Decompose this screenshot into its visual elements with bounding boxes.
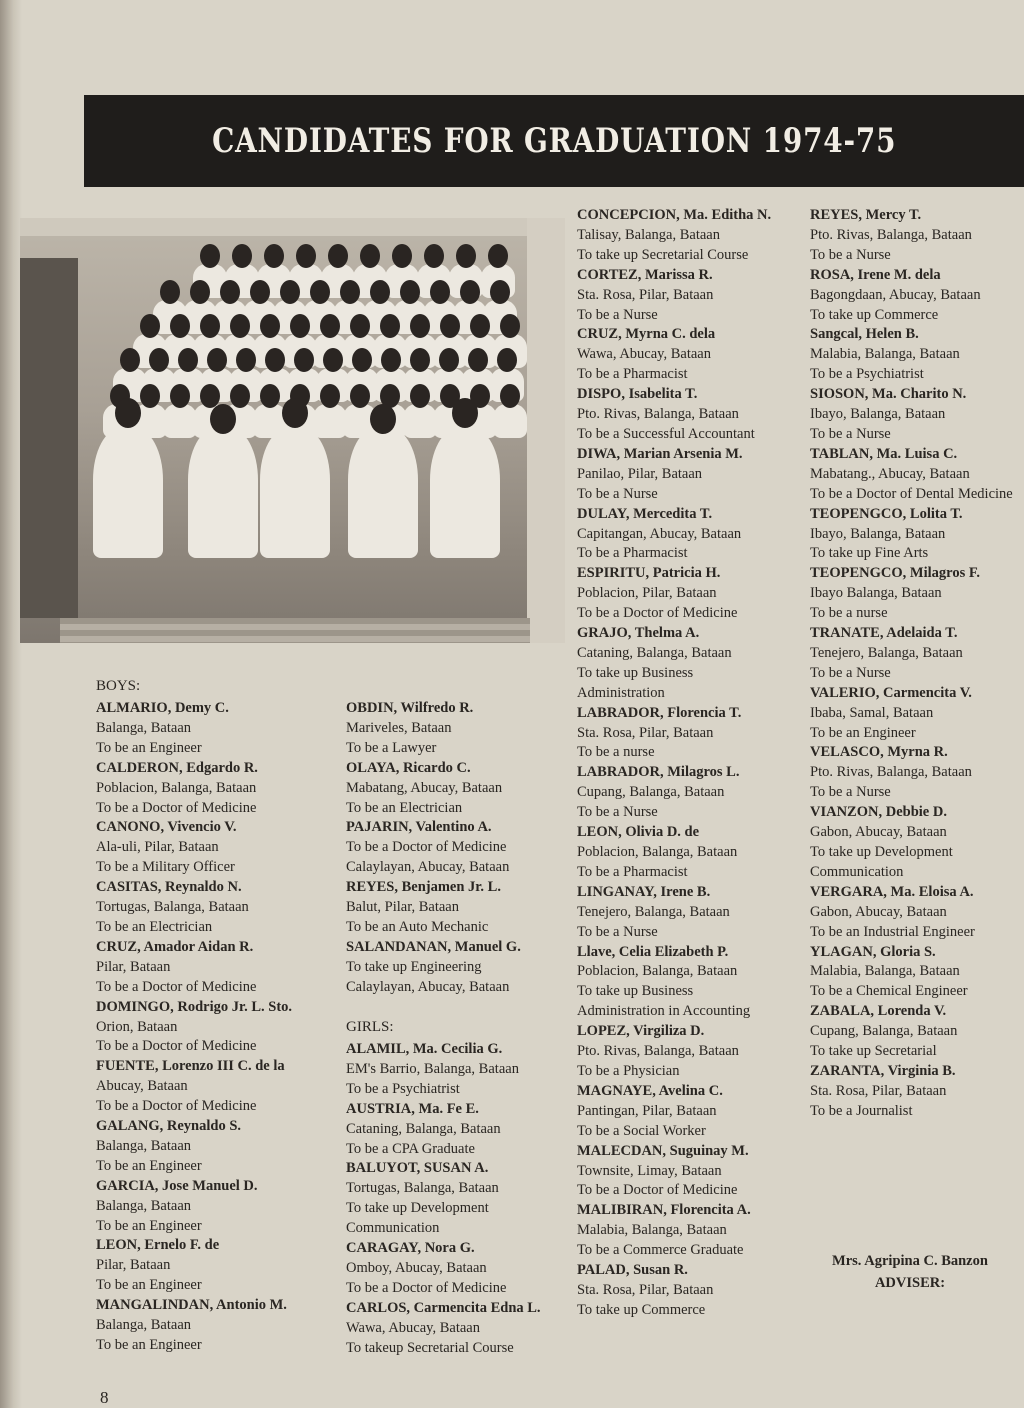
graduate-name: MAGNAYE, Avelina C.: [577, 1082, 723, 1099]
graduate-goal: To be a Nurse: [810, 784, 891, 801]
graduate-name: SALANDANAN, Manuel G.: [346, 938, 521, 955]
graduate-name: TEOPENGCO, Milagros F.: [810, 565, 980, 582]
graduate-address: Cupang, Balanga, Bataan: [810, 1023, 958, 1040]
graduate-entry: [810, 883, 1013, 943]
graduate-goal: To be a Social Worker: [577, 1122, 706, 1139]
graduate-goal: To be a Pharmacist: [577, 863, 688, 880]
graduate-entry: [577, 1142, 771, 1202]
graduate-entry: [810, 684, 1013, 744]
graduate-address: Pto. Rivas, Balanga, Bataan: [810, 764, 972, 781]
graduate-entry: [577, 763, 771, 823]
graduate-entry: [346, 1239, 541, 1299]
graduate-entry: [346, 1040, 541, 1100]
graduate-address: Talisay, Balanga, Bataan: [577, 226, 720, 243]
adviser-block: [820, 1250, 1000, 1294]
graduate-name: FUENTE, Lorenzo III C. de la: [96, 1058, 285, 1075]
page-title: CANDIDATES FOR GRADUATION 1974-75: [211, 121, 897, 161]
graduate-name: DIWA, Marian Arsenia M.: [577, 445, 743, 462]
graduate-name: GARCIA, Jose Manuel D.: [96, 1177, 258, 1194]
graduate-name: MALECDAN, Suguinay M.: [577, 1142, 749, 1159]
girls-column-2: [346, 1040, 541, 1359]
graduate-name: CARAGAY, Nora G.: [346, 1240, 475, 1257]
graduate-address: Mabatang, Abucay, Bataan: [346, 779, 503, 796]
graduate-goal: To be a Successful Accountant: [577, 425, 755, 442]
graduate-name: LOPEZ, Virgiliza D.: [577, 1023, 705, 1040]
graduate-name: ZARANTA, Virginia B.: [810, 1062, 956, 1079]
graduate-entry: [577, 624, 771, 704]
graduate-address: EM's Barrio, Balanga, Bataan: [346, 1060, 519, 1077]
graduate-address: Malabia, Balanga, Bataan: [810, 963, 960, 980]
graduate-address: Tenejero, Balanga, Bataan: [810, 644, 963, 661]
graduate-goal: To take up Business: [577, 983, 694, 1000]
graduate-goal: To be a Psychiatrist: [810, 366, 924, 383]
graduate-goal: To be a Doctor of Dental Medicine: [810, 485, 1013, 502]
graduate-entry: [810, 1002, 1013, 1062]
graduate-entry: [96, 1296, 292, 1356]
graduate-entry: [346, 1100, 541, 1160]
graduate-entry: [96, 938, 292, 998]
graduate-goal: To be a Nurse: [577, 485, 658, 502]
graduate-goal: To be a Psychiatrist: [346, 1080, 460, 1097]
graduate-goal: To be an Electrician: [96, 918, 213, 935]
graduate-address: Bagongdaan, Abucay, Bataan: [810, 286, 981, 303]
graduate-name: DOMINGO, Rodrigo Jr. L. Sto.: [96, 998, 293, 1015]
graduate-address: To take up Engineering: [346, 958, 482, 975]
graduate-entry: [96, 998, 292, 1058]
graduate-goal: To be a Doctor of Medicine: [96, 978, 257, 995]
girls-column-3: [577, 206, 771, 1321]
graduate-goal: To be a Doctor of Medicine: [96, 1038, 257, 1055]
graduate-address: Pilar, Bataan: [96, 958, 171, 975]
graduate-goal: To be a Commerce Graduate: [577, 1242, 744, 1259]
graduate-entry: [577, 943, 771, 1023]
graduate-name: CANONO, Vivencio V.: [96, 819, 237, 836]
graduate-goal: To takeup Secretarial Course: [346, 1339, 514, 1356]
graduate-entry: [810, 564, 1013, 624]
graduate-address: Ala-uli, Pilar, Bataan: [96, 839, 219, 856]
graduate-goal: To be an Auto Mechanic: [346, 918, 489, 935]
graduate-goal: To be a Nurse: [810, 246, 891, 263]
graduate-entry: [346, 759, 521, 819]
graduate-entry: [96, 759, 292, 819]
graduate-address: Cupang, Balanga, Bataan: [577, 784, 725, 801]
graduate-address: Gabon, Abucay, Bataan: [810, 824, 947, 841]
graduate-name: ESPIRITU, Patricia H.: [577, 565, 721, 582]
graduate-address: Malabia, Balanga, Bataan: [810, 346, 960, 363]
graduate-name: ROSA, Irene M. dela: [810, 266, 941, 283]
graduate-entry: [577, 206, 771, 266]
graduate-entry: [577, 505, 771, 565]
graduate-name: GALANG, Reynaldo S.: [96, 1118, 242, 1135]
graduate-goal: To take up Secretarial Course: [577, 246, 749, 263]
graduate-entry: [96, 818, 292, 878]
graduate-entry: [577, 445, 771, 505]
graduate-address: Pilar, Bataan: [96, 1257, 171, 1274]
graduate-address: Balut, Pilar, Bataan: [346, 899, 459, 916]
graduate-name: REYES, Benjamen Jr. L.: [346, 879, 501, 896]
graduate-address: Pto. Rivas, Balanga, Bataan: [577, 406, 739, 423]
graduate-address: Capitangan, Abucay, Bataan: [577, 525, 742, 542]
graduate-goal: To be a Doctor of Medicine: [96, 799, 257, 816]
graduate-name: AUSTRIA, Ma. Fe E.: [346, 1100, 479, 1117]
graduate-name: REYES, Mercy T.: [810, 207, 922, 223]
graduate-goal: To take up Development: [810, 844, 953, 860]
graduate-address: Orion, Bataan: [96, 1018, 178, 1035]
graduate-address: Cataning, Balanga, Bataan: [346, 1120, 501, 1137]
graduate-entry: [577, 325, 771, 385]
graduate-name: LINGANAY, Irene B.: [577, 883, 711, 900]
graduate-entry: [346, 699, 521, 759]
graduate-entry: [810, 624, 1013, 684]
graduate-address: Panilao, Pilar, Bataan: [577, 465, 703, 482]
graduate-goal: To take up Fine Arts: [810, 545, 929, 562]
graduate-entry: [810, 1062, 1013, 1122]
graduate-address: Ibaba, Samal, Bataan: [810, 704, 934, 721]
graduate-goal: To be a Pharmacist: [577, 545, 688, 562]
graduate-goal-continued: Administration in Accounting: [577, 1003, 751, 1020]
graduate-goal: To be a CPA Graduate: [346, 1140, 475, 1157]
graduate-name: LEON, Olivia D. de: [577, 824, 700, 841]
graduate-entry: [96, 1117, 292, 1177]
graduate-address: Malabia, Balanga, Bataan: [577, 1222, 727, 1239]
graduate-goal: To be an Engineer: [96, 1217, 202, 1234]
graduate-name: OLAYA, Ricardo C.: [346, 759, 471, 776]
class-photo: [20, 218, 565, 643]
graduate-goal: To be a Doctor of Medicine: [346, 1279, 507, 1296]
graduate-goal: To take up Business: [577, 664, 694, 681]
graduate-entry: [577, 883, 771, 943]
graduate-entry: [577, 1022, 771, 1082]
graduate-address: Balanga, Bataan: [96, 719, 192, 736]
graduate-address: Pto. Rivas, Balanga, Bataan: [810, 226, 972, 243]
graduate-entry: [96, 1177, 292, 1237]
graduate-goal: To be a Nurse: [810, 664, 891, 681]
graduate-entry: [577, 564, 771, 624]
graduate-goal: To take up Development: [346, 1200, 489, 1217]
graduate-name: LEON, Ernelo F. de: [96, 1237, 220, 1254]
graduate-address: Balanga, Bataan: [96, 1197, 192, 1214]
graduate-goal: To be a nurse: [810, 605, 888, 622]
adviser-name: Mrs. Agripina C. Banzon: [832, 1253, 988, 1269]
graduate-goal: To be a Military Officer: [96, 859, 235, 876]
graduate-address: Sta. Rosa, Pilar, Bataan: [577, 286, 714, 303]
adviser-label: ADVISER:: [874, 1275, 946, 1291]
graduate-goal: To be a Lawyer: [346, 739, 437, 756]
graduate-goal: To be a Nurse: [577, 306, 658, 323]
graduate-goal: To be a Nurse: [577, 923, 658, 940]
graduate-name: CASITAS, Reynaldo N.: [96, 879, 242, 896]
girls-column-4: [810, 206, 1013, 1122]
graduate-goal: To be a Nurse: [577, 804, 658, 821]
graduate-goal: To be an Engineer: [96, 1157, 202, 1174]
graduate-goal: To be a Chemical Engineer: [810, 983, 968, 1000]
graduate-name: CORTEZ, Marissa R.: [577, 266, 713, 283]
graduate-goal: Calaylayan, Abucay, Bataan: [346, 978, 510, 995]
graduate-goal: To be an Engineer: [810, 724, 916, 741]
graduate-address: Poblacion, Balanga, Bataan: [577, 963, 738, 980]
graduate-entry: [577, 704, 771, 764]
graduate-goal-continued: Communication: [810, 863, 904, 880]
graduate-entry: [96, 699, 292, 759]
graduate-name: GRAJO, Thelma A.: [577, 625, 700, 642]
graduate-address: Ibayo, Balanga, Bataan: [810, 406, 946, 423]
graduate-name: LABRADOR, Florencia T.: [577, 704, 742, 721]
graduate-address: Abucay, Bataan: [96, 1078, 188, 1095]
graduate-entry: [577, 385, 771, 445]
graduate-address: To be a Doctor of Medicine: [346, 839, 507, 856]
graduate-entry: [346, 1159, 541, 1239]
boys-column-1: [96, 699, 292, 1356]
graduate-name: PAJARIN, Valentino A.: [346, 819, 492, 836]
graduate-name: VALERIO, Carmencita V.: [810, 684, 972, 701]
graduate-name: LABRADOR, Milagros L.: [577, 764, 740, 781]
graduate-name: TEOPENGCO, Lolita T.: [810, 505, 963, 522]
graduate-entry: [577, 1082, 771, 1142]
graduate-entry: [810, 266, 1013, 326]
graduate-name: CONCEPCION, Ma. Editha N.: [577, 207, 772, 223]
graduate-name: VIANZON, Debbie D.: [810, 804, 947, 821]
graduate-name: DULAY, Mercedita T.: [577, 505, 713, 522]
graduate-entry: [810, 803, 1013, 883]
graduate-address: Tenejero, Balanga, Bataan: [577, 903, 730, 920]
graduate-goal: To be an Electrician: [346, 799, 463, 816]
graduate-address: Sta. Rosa, Pilar, Bataan: [577, 724, 714, 741]
graduate-goal: To be a Doctor of Medicine: [577, 605, 738, 622]
graduate-entry: [346, 938, 521, 998]
graduate-name: YLAGAN, Gloria S.: [810, 943, 936, 960]
graduate-goal: To be an Engineer: [96, 739, 202, 756]
graduate-goal: To be an Industrial Engineer: [810, 923, 975, 940]
graduate-entry: [810, 325, 1013, 385]
graduate-name: OBDIN, Wilfredo R.: [346, 700, 474, 716]
graduate-entry: [96, 1057, 292, 1117]
graduate-address: Townsite, Limay, Bataan: [577, 1162, 722, 1179]
graduate-goal: To be a Physician: [577, 1062, 680, 1079]
boys-column-2: [346, 699, 521, 998]
graduate-entry: [810, 206, 1013, 266]
graduate-address: Ibayo Balanga, Bataan: [810, 585, 942, 602]
graduate-goal: To be a Doctor of Medicine: [577, 1182, 738, 1199]
graduate-address: Tortugas, Balanga, Bataan: [96, 899, 249, 916]
graduate-goal: To take up Commerce: [577, 1301, 706, 1318]
graduate-entry: [96, 1236, 292, 1296]
graduate-name: SIOSON, Ma. Charito N.: [810, 386, 967, 403]
graduate-goal-continued: Administration: [577, 684, 665, 701]
graduate-entry: [346, 1299, 541, 1359]
graduate-goal: To take up Secretarial: [810, 1043, 937, 1060]
graduate-goal: To be a nurse: [577, 744, 655, 761]
girls-heading: GIRLS:: [346, 1019, 394, 1035]
graduate-address: Mariveles, Bataan: [346, 719, 452, 736]
graduate-entry: [810, 505, 1013, 565]
graduate-address: Poblacion, Balanga, Bataan: [96, 779, 257, 796]
graduate-address: Gabon, Abucay, Bataan: [810, 903, 947, 920]
graduate-entry: [810, 385, 1013, 445]
graduate-entry: [346, 818, 521, 878]
graduate-entry: [346, 878, 521, 938]
graduate-goal: To be a Pharmacist: [577, 366, 688, 383]
graduate-name: CRUZ, Amador Aidan R.: [96, 938, 254, 955]
graduate-goal: To be a Nurse: [810, 425, 891, 442]
graduate-address: Cataning, Balanga, Bataan: [577, 644, 732, 661]
page-spine-shadow: [0, 0, 22, 1408]
graduate-name: TABLAN, Ma. Luisa C.: [810, 445, 958, 462]
graduate-address: Wawa, Abucay, Bataan: [346, 1319, 480, 1336]
graduate-name: ZABALA, Lorenda V.: [810, 1003, 947, 1020]
graduate-name: DISPO, Isabelita T.: [577, 386, 698, 403]
graduate-name: PALAD, Susan R.: [577, 1262, 688, 1279]
graduate-goal: To take up Commerce: [810, 306, 939, 323]
graduate-address: Tortugas, Balanga, Bataan: [346, 1180, 499, 1197]
graduate-entry: [810, 743, 1013, 803]
graduate-address: Sta. Rosa, Pilar, Bataan: [577, 1281, 714, 1298]
graduate-entry: [810, 445, 1013, 505]
graduate-name: CARLOS, Carmencita Edna L.: [346, 1299, 541, 1316]
graduate-name: ALMARIO, Demy C.: [96, 700, 229, 716]
graduate-address: Sta. Rosa, Pilar, Bataan: [810, 1082, 947, 1099]
graduate-address: Pto. Rivas, Balanga, Bataan: [577, 1043, 739, 1060]
graduate-goal-continued: Communication: [346, 1220, 440, 1237]
title-banner: [84, 95, 1024, 187]
graduate-name: MALIBIRAN, Florencita A.: [577, 1202, 751, 1219]
graduate-address: Poblacion, Pilar, Bataan: [577, 585, 717, 602]
page-number: 8: [100, 1388, 109, 1407]
graduate-entry: [577, 1261, 771, 1321]
graduate-name: TRANATE, Adelaida T.: [810, 625, 958, 642]
graduate-name: Llave, Celia Elizabeth P.: [577, 943, 729, 960]
graduate-entry: [810, 943, 1013, 1003]
graduate-address: Balanga, Bataan: [96, 1317, 192, 1334]
graduate-goal: To be a Journalist: [810, 1102, 913, 1119]
graduate-name: VERGARA, Ma. Eloisa A.: [810, 883, 974, 900]
graduate-goal: To be a Doctor of Medicine: [96, 1098, 257, 1115]
graduate-name: MANGALINDAN, Antonio M.: [96, 1297, 287, 1314]
graduate-entry: [577, 1201, 771, 1261]
graduate-address: Ibayo, Balanga, Bataan: [810, 525, 946, 542]
graduate-name: BALUYOT, SUSAN A.: [346, 1160, 489, 1177]
graduate-name: CALDERON, Edgardo R.: [96, 759, 258, 776]
graduate-name: VELASCO, Myrna R.: [810, 744, 948, 761]
graduate-address: Mabatang., Abucay, Bataan: [810, 465, 970, 482]
graduate-name: CRUZ, Myrna C. dela: [577, 326, 716, 343]
graduate-address: Pantingan, Pilar, Bataan: [577, 1102, 717, 1119]
graduate-name: ALAMIL, Ma. Cecilia G.: [346, 1041, 503, 1057]
graduate-address: Omboy, Abucay, Bataan: [346, 1259, 487, 1276]
graduate-entry: [96, 878, 292, 938]
graduate-goal: To be an Engineer: [96, 1277, 202, 1294]
graduate-address: Poblacion, Balanga, Bataan: [577, 844, 738, 860]
graduate-address: Wawa, Abucay, Bataan: [577, 346, 711, 363]
graduate-goal: Calaylayan, Abucay, Bataan: [346, 859, 510, 876]
graduate-address: Balanga, Bataan: [96, 1137, 192, 1154]
graduate-name: Sangcal, Helen B.: [810, 326, 919, 343]
boys-heading: BOYS:: [96, 678, 141, 694]
graduate-entry: [577, 823, 771, 883]
graduate-entry: [577, 266, 771, 326]
graduate-goal: To be an Engineer: [96, 1337, 202, 1353]
